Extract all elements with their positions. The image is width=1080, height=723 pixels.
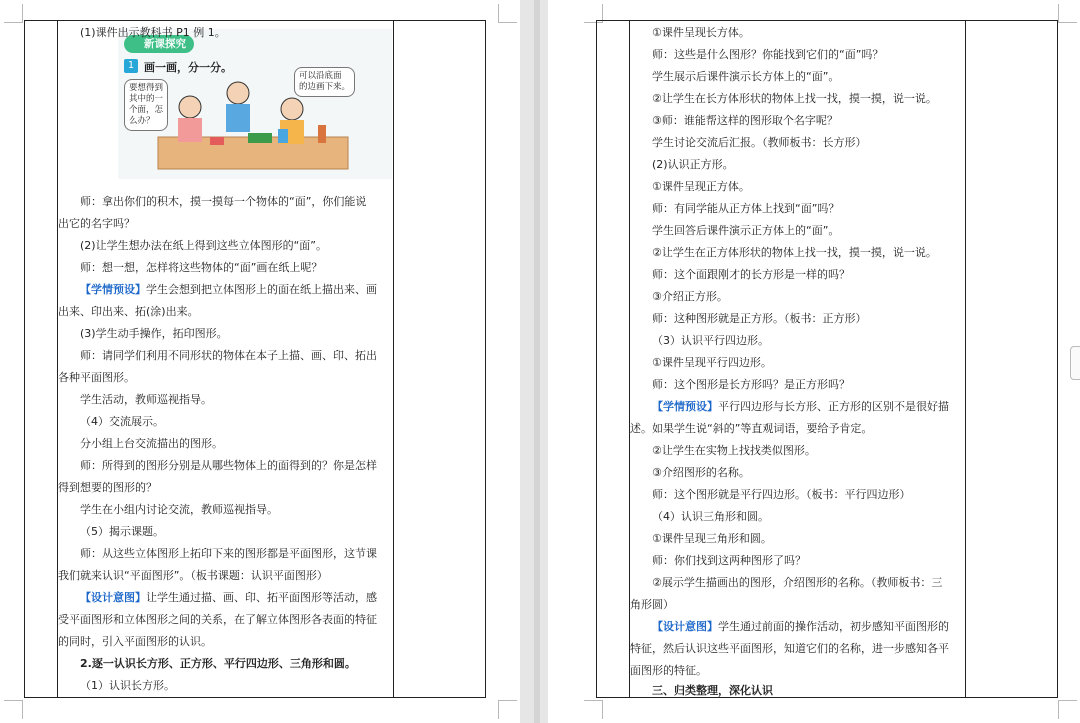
illustration-title: 画一画，分一分。 [144, 61, 232, 74]
text-line: 角形圆） [630, 598, 674, 611]
crop-mark [1058, 700, 1077, 719]
design-intent-tag: 【设计意图】 [80, 591, 146, 604]
text-line: (1)课件出示教科书 P1 例 1。 [80, 26, 226, 39]
lesson-content-cell [630, 21, 965, 697]
text-line: 的同时，引入平面图形的认识。 [58, 635, 212, 648]
lesson-content-cell [58, 21, 393, 697]
text-line-with-tag [80, 591, 377, 605]
crop-mark [498, 4, 517, 23]
text-line: ①课件呈现平行四边形。 [652, 356, 772, 369]
text-line: 出它的名字吗？ [58, 217, 135, 230]
text-line: 师：这个面跟刚才的长方形是一样的吗？ [652, 268, 850, 281]
text-line: 学生在小组内讨论交流，教师巡视指导。 [80, 503, 278, 516]
speech-bubble-right: 可以沿底面 的边画下来。 [294, 67, 355, 97]
text-line: 各种平面图形。 [58, 371, 135, 384]
text-line: 师：这种图形就是正方形。（板书：正方形） [652, 312, 867, 325]
crop-mark [584, 700, 603, 719]
text-line: ②让学生在长方体形状的物体上找一找，摸一摸，说一说。 [652, 92, 937, 105]
text-span: 平行四边形与长方形、正方形的区别不是很好描 [718, 400, 949, 413]
text-line: 我们就来认识“平面图形”。（板书课题：认识平面图形） [58, 569, 328, 582]
crop-mark [4, 700, 23, 719]
lesson-table [24, 20, 486, 698]
text-line: 师：这个图形就是平行四边形。（板书：平行四边形） [652, 488, 911, 501]
text-line: ②让学生在正方体形状的物体上找一找，摸一摸，说一说。 [652, 246, 937, 259]
speech-bubble-left: 要想得到 其中的一 个面，怎 么办？ [124, 79, 168, 131]
scrollbar-track[interactable] [534, 0, 540, 723]
text-line: (3)学生动手操作，拓印图形。 [80, 327, 228, 340]
text-line: （4）认识三角形和圆。 [652, 510, 769, 523]
learning-preset-tag: 【学情预设】 [80, 283, 146, 296]
design-intent-tag: 【设计意图】 [652, 620, 718, 633]
text-line-with-tag [80, 283, 377, 297]
text-line: ②展示学生描画出的图形，介绍图形的名称。（教师板书：三 [652, 576, 943, 589]
text-line: ③介绍图形的名称。 [652, 466, 750, 479]
text-line: (2)认识正方形。 [652, 158, 734, 171]
text-line: 师：请同学们利用不同形状的物体在本子上描、画、印、拓出 [80, 349, 377, 362]
crop-mark [498, 700, 517, 719]
text-line: ②让学生在实物上找找类似图形。 [652, 444, 816, 457]
section-heading: 2.逐一认识长方形、正方形、平行四边形、三角形和圆。 [80, 657, 356, 670]
text-line-with-tag [652, 400, 949, 414]
textbook-illustration [118, 29, 392, 179]
text-line: 学生回答后课件演示正方体上的“面”。 [652, 224, 840, 237]
text-line: 师：你们找到这两种图形了吗？ [652, 554, 806, 567]
text-line: 得到想要的图形的？ [58, 481, 157, 494]
crop-mark [1058, 4, 1077, 23]
text-line: 受平面图形和立体图形之间的关系，在了解立体图形各表面的特征 [58, 613, 377, 626]
section-heading: 三、归类整理，深化认识 [652, 684, 773, 697]
text-line: 学生讨论交流后汇报。（教师板书：长方形） [652, 136, 867, 149]
lesson-table [596, 20, 1058, 698]
example-number: 1 [124, 59, 138, 73]
text-line: （1）认识长方形。 [80, 679, 175, 692]
text-line: 师：这些是什么图形？你能找到它们的“面”吗？ [652, 48, 884, 61]
text-line: 学生活动，教师巡视指导。 [80, 393, 212, 406]
text-line: 面图形的特征。 [630, 664, 707, 677]
text-line: 出来、印出来、拓(涂)出来。 [58, 305, 199, 318]
text-line: 师：所得到的图形分别是从哪些物体上的面得到的？你是怎样 [80, 459, 377, 472]
text-line: （5）揭示课题。 [80, 525, 164, 538]
text-line: ①课件呈现长方体。 [652, 26, 750, 39]
text-line: ③介绍正方形。 [652, 290, 728, 303]
text-span: 学生会想到把立体图形上的面在纸上描出来、画 [146, 283, 377, 296]
text-line: ③师：谁能帮这样的图形取个名字呢？ [652, 114, 838, 127]
text-span: 让学生通过描、画、印、拓平面图形等活动，感 [146, 591, 377, 604]
text-line: (2)让学生想办法在纸上得到这些立体图形的“面”。 [80, 239, 327, 252]
text-line: 师：这个图形是长方形吗？是正方形吗？ [652, 378, 850, 391]
new-lesson-badge: 新课探究 [124, 35, 194, 53]
text-line: 师：拿出你们的积木，摸一摸每一个物体的“面”，你们能说 [80, 195, 367, 208]
learning-preset-tag: 【学情预设】 [652, 400, 718, 413]
text-line: 师：从这些立体图形上拓印下来的图形都是平面图形，这节课 [80, 547, 377, 560]
text-line: ①课件呈现正方体。 [652, 180, 750, 193]
text-line: 特征，然后认识这些平面图形，知道它们的名称，进一步感知各平 [630, 642, 949, 655]
text-span: 学生通过前面的操作活动，初步感知平面图形的 [718, 620, 949, 633]
text-line: 学生展示后课件演示长方体上的“面”。 [652, 70, 840, 83]
crop-mark [4, 4, 23, 23]
text-line: 述。如果学生说“斜的”等直观词语，要给予肯定。 [630, 422, 873, 435]
text-line: （3）认识平行四边形。 [652, 334, 769, 347]
text-line: 师：有同学能从正方体上找到“面”吗？ [652, 202, 840, 215]
text-line: 分小组上台交流描出的图形。 [80, 437, 223, 450]
text-line: ①课件呈现三角形和圆。 [652, 532, 772, 545]
text-line-with-tag [652, 620, 949, 634]
side-panel-toggle[interactable] [1070, 346, 1080, 380]
text-line: （4）交流展示。 [80, 415, 164, 428]
text-line: 师：想一想，怎样将这些物体的“面”画在纸上呢？ [80, 261, 323, 274]
document-page-left [0, 0, 520, 723]
students-drawing-image [118, 29, 392, 179]
